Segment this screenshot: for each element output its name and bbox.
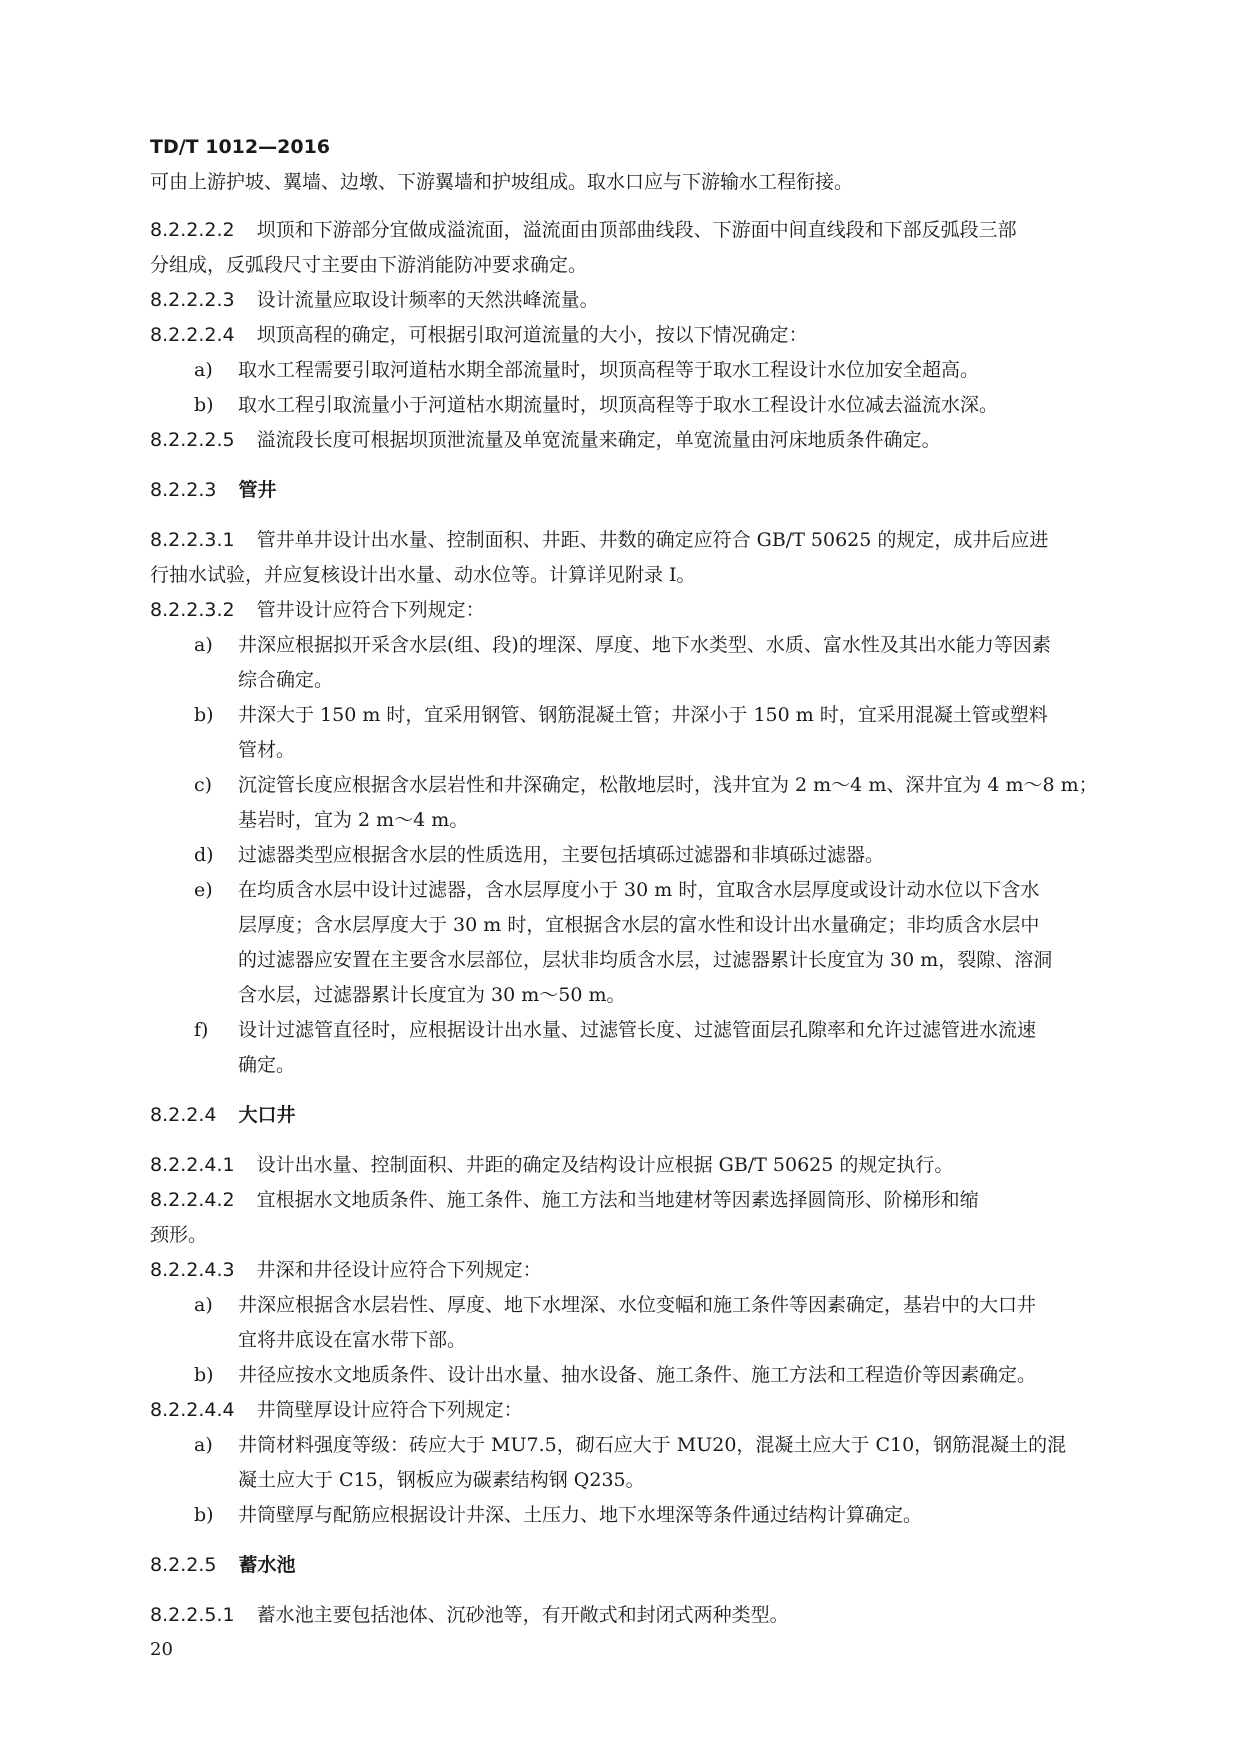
clause-8-2-2-2-3: 8.2.2.2.3 设计流量应取设计频率的天然洪峰流量。 — [150, 289, 599, 311]
paragraph-line: 管材。 — [238, 739, 296, 761]
paragraph-line: 基岩时，宜为 2 m～4 m。 — [238, 809, 469, 831]
section-heading-xushuichi: 8.2.2.5 蓄水池 — [150, 1554, 296, 1576]
paragraph-line: 行抽水试验，并应复核设计出水量、动水位等。计算详见附录 I。 — [150, 564, 696, 586]
paragraph-line: 凝土应大于 C15，钢板应为碳素结构钢 Q235。 — [238, 1469, 645, 1491]
clause-8-2-2-4-4: 8.2.2.4.4 井筒壁厚设计应符合下列规定： — [150, 1399, 523, 1421]
paragraph-line: 可由上游护坡、翼墙、边墩、下游翼墙和护坡组成。取水口应与下游输水工程衔接。 — [150, 171, 854, 193]
clause-8-2-2-4-1: 8.2.2.4.1 设计出水量、控制面积、井距的确定及结构设计应根据 GB/T 50625 的规定执行。 — [150, 1154, 954, 1176]
page-number: 20 — [150, 1639, 173, 1660]
paragraph-line: 宜将井底设在富水带下部。 — [238, 1329, 467, 1351]
paragraph-line: 含水层，过滤器累计长度宜为 30 m～50 m。 — [238, 984, 626, 1006]
clause-8-2-2-2-5: 8.2.2.2.5 溢流段长度可根据坝顶泄流量及单宽流量来确定，单宽流量由河床地质条件确定。 — [150, 429, 941, 451]
paragraph-line: 层厚度；含水层厚度大于 30 m 时，宜根据含水层的富水性和设计出水量确定；非均质含水层中 — [238, 914, 1040, 936]
section-heading-dakoujing: 8.2.2.4 大口井 — [150, 1104, 296, 1126]
paragraph-line: 确定。 — [238, 1054, 296, 1076]
standard-code: TD/T 1012—2016 — [150, 136, 331, 158]
clause-8-2-2-5-1: 8.2.2.5.1 蓄水池主要包括池体、沉砂池等，有开敞式和封闭式两种类型。 — [150, 1604, 789, 1626]
clause-8-2-2-2-4: 8.2.2.2.4 坝顶高程的确定，可根据引取河道流量的大小，按以下情况确定： — [150, 324, 808, 346]
clause-8-2-2-3-1: 8.2.2.3.1 管井单井设计出水量、控制面积、井距、井数的确定应符合 GB/T 50625 的规定，成井后应进 — [150, 529, 1049, 551]
clause-8-2-2-3-2: 8.2.2.3.2 管井设计应符合下列规定： — [150, 599, 485, 621]
paragraph-line: 颈形。 — [150, 1224, 208, 1246]
clause-8-2-2-4-3: 8.2.2.4.3 井深和井径设计应符合下列规定： — [150, 1259, 542, 1281]
paragraph-line: 综合确定。 — [238, 669, 334, 691]
clause-8-2-2-4-2: 8.2.2.4.2 宜根据水文地质条件、施工条件、施工方法和当地建材等因素选择圆筒形、阶梯形和缩 — [150, 1189, 979, 1211]
clause-8-2-2-2-2: 8.2.2.2.2 坝顶和下游部分宜做成溢流面，溢流面由顶部曲线段、下游面中间直线段和下部反弧段三部 — [150, 219, 1017, 241]
section-heading-guanjing: 8.2.2.3 管井 — [150, 479, 277, 501]
paragraph-line: 的过滤器应安置在主要含水层部位，层状非均质含水层，过滤器累计长度宜为 30 m，裂隙、溶洞 — [238, 949, 1053, 971]
paragraph-line: 分组成，反弧段尺寸主要由下游消能防冲要求确定。 — [150, 254, 588, 276]
